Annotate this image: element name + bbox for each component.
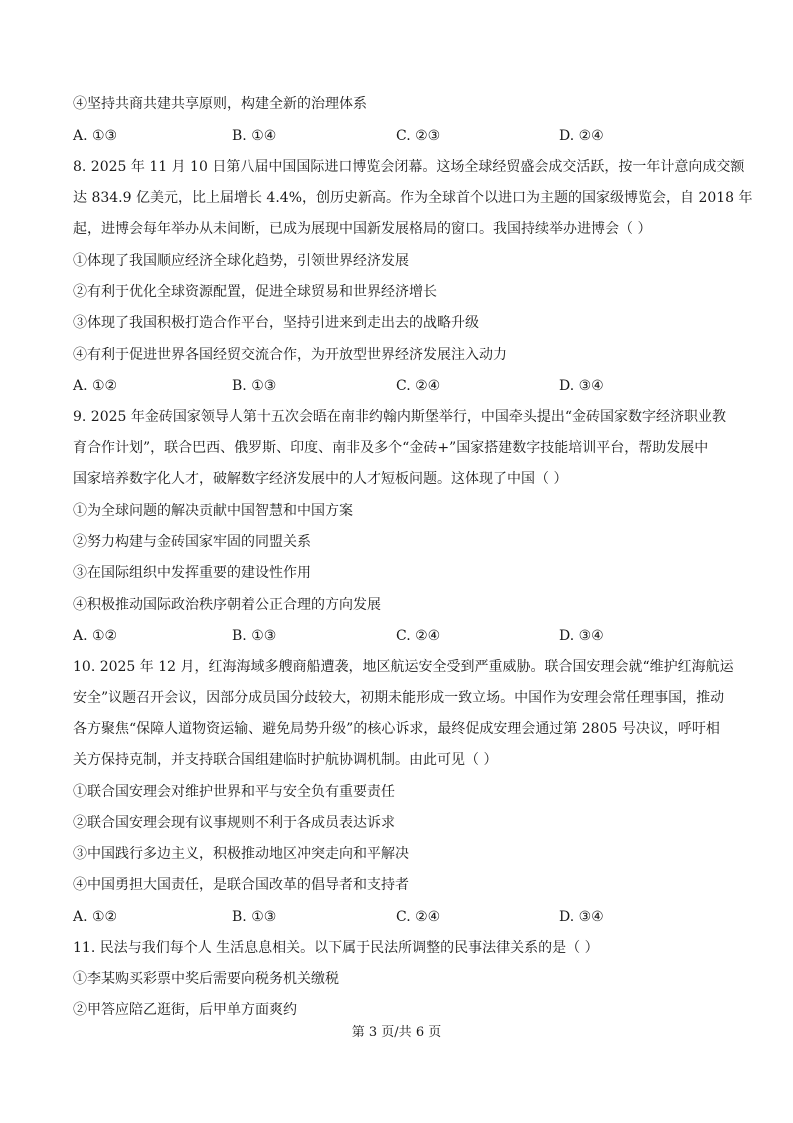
q8-option-b: B. ①③: [232, 378, 277, 394]
q10-options: [73, 908, 723, 926]
q8-stem-line-2: 达 834.9 亿美元，比上届增长 4.4%，创历史新高。作为全球首个以进口为主题的国家级博览会，自 2018 年: [73, 190, 753, 206]
q9-item-2: ②努力构建与金砖国家牢固的同盟关系: [73, 534, 311, 550]
q9-item-3: ③在国际组织中发挥重要的建设性作用: [73, 565, 311, 581]
q8-item-1: ①体现了我国顺应经济全球化趋势，引领世界经济发展: [73, 253, 409, 269]
q8-stem-line-3: 起，进博会每年举办从未间断，已成为展现中国新发展格局的窗口。我国持续举办进博会（ ）: [73, 221, 652, 237]
q7-option-a: A. ①③: [73, 128, 118, 144]
q7-option-c: C. ②③: [396, 128, 441, 144]
q9-stem-line-3: 国家培养数字化人才，破解数字经济发展中的人才短板问题。这体现了中国（ ）: [73, 471, 568, 487]
q8-options: [73, 377, 723, 395]
q9-option-b: B. ①③: [232, 628, 277, 644]
q9-option-c: C. ②④: [396, 628, 441, 644]
q9-item-4: ④积极推动国际政治秩序朝着公正合理的方向发展: [73, 597, 381, 613]
q10-stem-line-4: 关方保持克制，并支持联合国组建临时护航协调机制。由此可见（ ）: [73, 752, 498, 768]
q9-stem-line-1: 9. 2025 年金砖国家领导人第十五次会晤在南非约翰内斯堡举行，中国牵头提出“金砖国家数字经济职业教: [73, 409, 727, 425]
q9-item-1: ①为全球问题的解决贡献中国智慧和中国方案: [73, 503, 353, 519]
q7-option-b: B. ①④: [232, 128, 277, 144]
q10-item-2: ②联合国安理会现有议事规则不利于各成员表达诉求: [73, 815, 395, 831]
q8-item-3: ③体现了我国积极打造合作平台，坚持引进来到走出去的战略升级: [73, 315, 479, 331]
q10-option-b: B. ①③: [232, 909, 277, 925]
q10-item-3: ③中国践行多边主义，积极推动地区冲突走向和平解决: [73, 846, 409, 862]
q10-stem-line-3: 各方聚焦“保障人道物资运输、避免局势升级”的核心诉求，最终促成安理会通过第 2805 号决议，呼吁相: [73, 721, 720, 737]
q11-stem-line-1: 11. 民法与我们每个人 生活息息相关。以下属于民法所调整的民事法律关系的是（ ）: [73, 940, 599, 956]
page-footer: 第 3 页/共 6 页: [351, 1025, 442, 1040]
q7-item-4: ④坚持共商共建共享原则，构建全新的治理体系: [73, 96, 367, 112]
q10-stem-line-1: 10. 2025 年 12 月，红海海域多艘商船遭袭，地区航运安全受到严重威胁。联合国安理会就“维护红海航运: [73, 659, 734, 675]
q10-option-a: A. ①②: [73, 909, 118, 925]
q9-option-d: D. ③④: [559, 628, 604, 644]
q8-option-d: D. ③④: [559, 378, 604, 394]
q10-option-d: D. ③④: [559, 909, 604, 925]
q10-option-c: C. ②④: [396, 909, 441, 925]
q10-item-1: ①联合国安理会对维护世界和平与安全负有重要责任: [73, 784, 395, 800]
q9-option-a: A. ①②: [73, 628, 118, 644]
q9-options: [73, 627, 723, 645]
q7-option-d: D. ②④: [559, 128, 604, 144]
q8-option-c: C. ②④: [396, 378, 441, 394]
q8-item-4: ④有利于促进世界各国经贸交流合作，为开放型世界经济发展注入动力: [73, 347, 507, 363]
q9-stem-line-2: 育合作计划”，联合巴西、俄罗斯、印度、南非及多个“金砖+”国家搭建数字技能培训平台，帮助发展中: [73, 440, 709, 456]
q10-stem-line-2: 安全”议题召开会议，因部分成员国分歧较大，初期未能形成一致立场。中国作为安理会常任理事国，推动: [73, 690, 725, 706]
q8-option-a: A. ①②: [73, 378, 118, 394]
q8-item-2: ②有利于优化全球资源配置，促进全球贸易和世界经济增长: [73, 284, 437, 300]
q7-options: [73, 127, 723, 145]
q11-item-1: ①李某购买彩票中奖后需要向税务机关缴税: [73, 971, 339, 987]
q10-item-4: ④中国勇担大国责任，是联合国改革的倡导者和支持者: [73, 877, 409, 893]
q11-item-2: ②甲答应陪乙逛街，后甲单方面爽约: [73, 1002, 297, 1018]
q8-stem-line-1: 8. 2025 年 11 月 10 日第八届中国国际进口博览会闭幕。这场全球经贸盛会成交活跃，按一年计意向成交额: [73, 159, 745, 175]
